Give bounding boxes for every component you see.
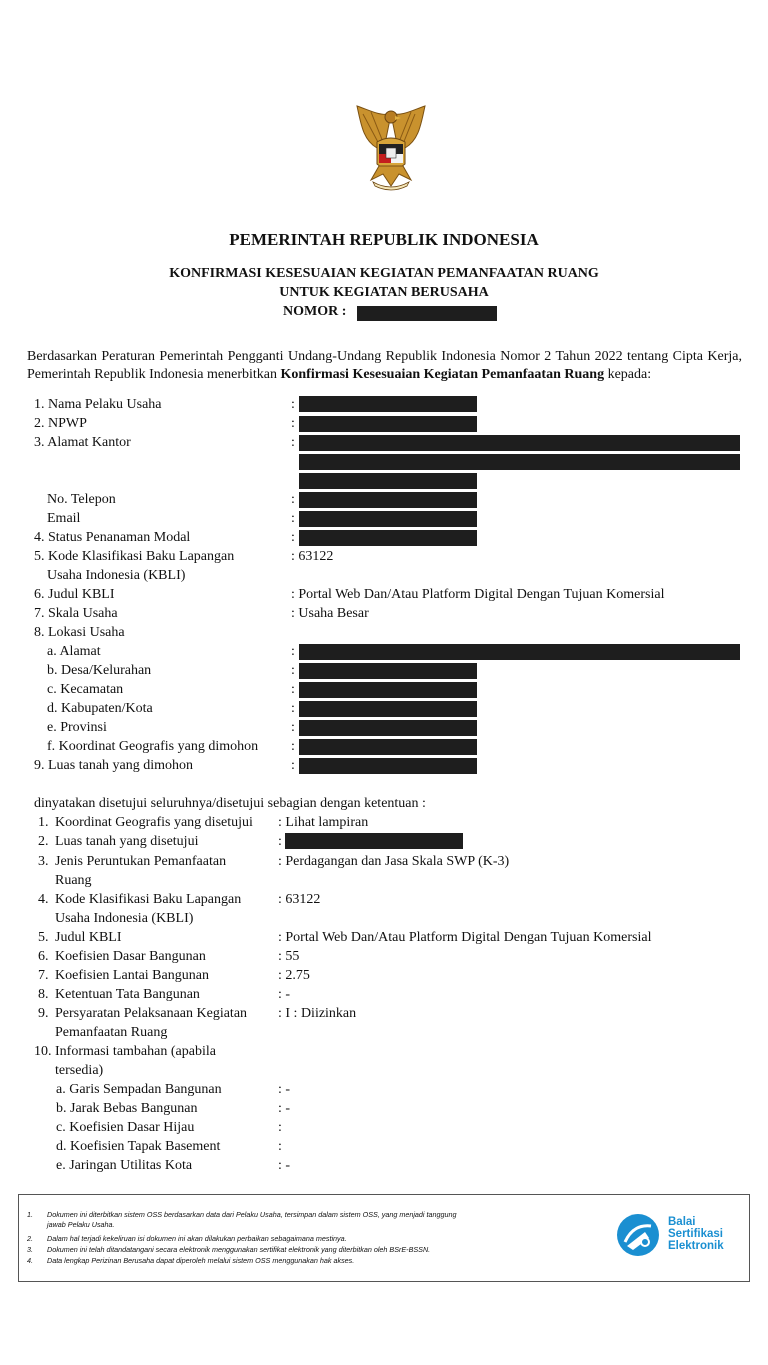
- label-status-penanaman-modal: 4. Status Penanaman Modal: [34, 530, 191, 545]
- colon: :: [291, 530, 295, 545]
- label-kbli-line1: 5. Kode Klasifikasi Baku Lapangan: [34, 549, 235, 564]
- redacted-field: [299, 720, 477, 736]
- document-title-line2: UNTUK KEGIATAN BERUSAHA: [279, 285, 489, 300]
- approval-value-jarak-bebas: : -: [278, 1101, 291, 1116]
- redacted-field: [299, 663, 477, 679]
- approval-label-jarak-bebas: b. Jarak Bebas Bangunan: [56, 1101, 198, 1116]
- redacted-field: [299, 473, 477, 489]
- label-koordinat-dimohon: f. Koordinat Geografis yang dimohon: [47, 739, 259, 754]
- label-alamat-kantor: 3. Alamat Kantor: [34, 435, 131, 450]
- label-kecamatan: c. Kecamatan: [47, 682, 124, 697]
- approval-value-kdh: :: [278, 1120, 282, 1135]
- approval-value-judul-kbli: : Portal Web Dan/Atau Platform Digital Dengan Tujuan Komersial: [278, 930, 652, 945]
- approval-value-koordinat: : Lihat lampiran: [278, 815, 369, 830]
- redacted-field: [299, 454, 740, 470]
- approval-label-kbli-line2: Usaha Indonesia (KBLI): [55, 911, 194, 926]
- label-telepon: No. Telepon: [47, 492, 116, 507]
- approval-label-jaringan-utilitas: e. Jaringan Utilitas Kota: [56, 1158, 193, 1173]
- redacted-field: [299, 644, 740, 660]
- bsre-logo-text: Balai Sertifikasi Elektronik: [668, 1216, 724, 1252]
- approval-number: 9.: [38, 1006, 49, 1021]
- approval-label-persyaratan-line2: Pemanfaatan Ruang: [55, 1025, 168, 1040]
- footer-note-4: Data lengkap Perizinan Berusaha dapat diperoleh melalui sistem OSS menggunakan hak akses.: [47, 1256, 355, 1265]
- approval-number: 10.: [34, 1044, 52, 1059]
- approval-label-peruntukan-line1: Jenis Peruntukan Pemanfaatan: [55, 854, 227, 869]
- approval-label-peruntukan-line2: Ruang: [55, 873, 92, 888]
- label-email: Email: [47, 511, 81, 526]
- value-skala-usaha: : Usaha Besar: [291, 606, 369, 621]
- footer-note-number: 4.: [27, 1256, 33, 1265]
- footer-note-number: 1.: [27, 1210, 33, 1219]
- value-kbli: : 63122: [291, 549, 334, 564]
- government-heading: PEMERINTAH REPUBLIK INDONESIA: [229, 230, 539, 249]
- approval-value-jaringan-utilitas: : -: [278, 1158, 291, 1173]
- approval-label-judul-kbli: Judul KBLI: [55, 930, 122, 945]
- approval-number: 6.: [38, 949, 49, 964]
- footer-note-1-line1: Dokumen ini diterbitkan sistem OSS berdasarkan data dari Pelaku Usaha, tersimpan dalam sistem OSS, yang menjadi tanggung: [47, 1210, 457, 1219]
- label-alamat: a. Alamat: [47, 644, 101, 659]
- redacted-field: [299, 758, 477, 774]
- approval-value-klb: : 2.75: [278, 968, 310, 983]
- colon: :: [291, 663, 295, 678]
- footer-note-number: 3.: [27, 1245, 33, 1254]
- approval-number: 4.: [38, 892, 49, 907]
- footer-note-2: Dalam hal terjadi kekeliruan isi dokumen ini akan dilakukan perbaikan sebagaimana mestinya.: [47, 1234, 347, 1243]
- colon: :: [291, 511, 295, 526]
- approval-label-kdb: Koefisien Dasar Bangunan: [55, 949, 206, 964]
- colon: :: [291, 682, 295, 697]
- colon: :: [291, 492, 295, 507]
- intro-paragraph: Berdasarkan Peraturan Pemerintah Pengganti Undang-Undang Republik Indonesia Nomor 2 Tahun 2022 tentang Cipta Kerja, Pemerintah Republik Indonesia menerbitkan Konfirmasi Kesesuaian Kegiatan Pemanfaatan Ruang kepada:: [27, 349, 742, 382]
- label-skala-usaha: 7. Skala Usaha: [34, 606, 118, 621]
- approval-label-persyaratan-line1: Persyaratan Pelaksanaan Kegiatan: [55, 1006, 248, 1021]
- approval-value-peruntukan: : Perdagangan dan Jasa Skala SWP (K-3): [278, 854, 510, 869]
- colon: :: [278, 834, 282, 849]
- colon: :: [291, 739, 295, 754]
- label-kabupaten: d. Kabupaten/Kota: [47, 701, 153, 716]
- colon: :: [291, 720, 295, 735]
- approval-number: 7.: [38, 968, 49, 983]
- approval-value-ktb: :: [278, 1139, 282, 1154]
- approval-number: 8.: [38, 987, 49, 1002]
- approval-label-garis-sempadan: a. Garis Sempadan Bangunan: [56, 1082, 222, 1097]
- label-luas-dimohon: 9. Luas tanah yang dimohon: [34, 758, 194, 773]
- approval-label-luas: Luas tanah yang disetujui: [55, 834, 199, 849]
- redacted-field: [299, 511, 477, 527]
- approval-label-tata-bangunan: Ketentuan Tata Bangunan: [55, 987, 200, 1002]
- redacted-field: [299, 435, 740, 451]
- approval-label-ktb: d. Koefisien Tapak Basement: [56, 1139, 221, 1154]
- redacted-field: [299, 739, 477, 755]
- approval-intro: dinyatakan disetujui seluruhnya/disetujui sebagian dengan ketentuan :: [34, 796, 426, 811]
- label-judul-kbli: 6. Judul KBLI: [34, 587, 115, 602]
- label-kbli-line2: Usaha Indonesia (KBLI): [47, 568, 186, 583]
- redacted-field: [299, 492, 477, 508]
- footer-note-number: 2.: [27, 1234, 33, 1243]
- approval-value-kdb: : 55: [278, 949, 300, 964]
- approval-label-klb: Koefisien Lantai Bangunan: [55, 968, 209, 983]
- approval-value-persyaratan: : I : Diizinkan: [278, 1006, 357, 1021]
- approval-value-tata-bangunan: : -: [278, 987, 291, 1002]
- document-number-label: NOMOR :: [283, 304, 347, 319]
- label-nama-pelaku-usaha: 1. Nama Pelaku Usaha: [34, 397, 162, 412]
- approval-label-kbli-line1: Kode Klasifikasi Baku Lapangan: [55, 892, 242, 907]
- approval-number: 5.: [38, 930, 49, 945]
- label-npwp: 2. NPWP: [34, 416, 87, 431]
- footer-note-3: Dokumen ini telah ditandatangani secara elektronik menggunakan sertifikat elektronik yang diterbitkan oleh BSrE-BSSN.: [47, 1245, 431, 1254]
- document-title-line1: KONFIRMASI KESESUAIAN KEGIATAN PEMANFAATAN RUANG: [169, 266, 599, 281]
- colon: :: [291, 416, 295, 431]
- bsre-logo-icon: [615, 1212, 661, 1258]
- approval-number: 2.: [38, 834, 49, 849]
- colon: :: [291, 435, 295, 450]
- colon: :: [291, 758, 295, 773]
- redacted-field: [299, 701, 477, 717]
- approval-number: 1.: [38, 815, 49, 830]
- value-judul-kbli: : Portal Web Dan/Atau Platform Digital Dengan Tujuan Komersial: [291, 587, 665, 602]
- label-provinsi: e. Provinsi: [47, 720, 107, 735]
- redacted-number: [357, 306, 497, 321]
- approval-value-kbli: : 63122: [278, 892, 321, 907]
- redacted-field: [285, 833, 463, 849]
- label-lokasi-usaha: 8. Lokasi Usaha: [34, 625, 125, 640]
- redacted-field: [299, 530, 477, 546]
- redacted-field: [299, 682, 477, 698]
- colon: :: [291, 644, 295, 659]
- approval-label-informasi-line2: tersedia): [55, 1063, 104, 1078]
- redacted-field: [299, 396, 477, 412]
- approval-label-koordinat: Koordinat Geografis yang disetujui: [55, 815, 253, 830]
- garuda-emblem-icon: [349, 104, 433, 192]
- approval-number: 3.: [38, 854, 49, 869]
- colon: :: [291, 397, 295, 412]
- colon: :: [291, 701, 295, 716]
- redacted-field: [299, 416, 477, 432]
- footer-note-1-line2: jawab Pelaku Usaha.: [47, 1220, 115, 1229]
- label-desa: b. Desa/Kelurahan: [47, 663, 152, 678]
- approval-label-kdh: c. Koefisien Dasar Hijau: [56, 1120, 195, 1135]
- approval-value-garis-sempadan: : -: [278, 1082, 291, 1097]
- approval-label-informasi-line1: Informasi tambahan (apabila: [55, 1044, 216, 1059]
